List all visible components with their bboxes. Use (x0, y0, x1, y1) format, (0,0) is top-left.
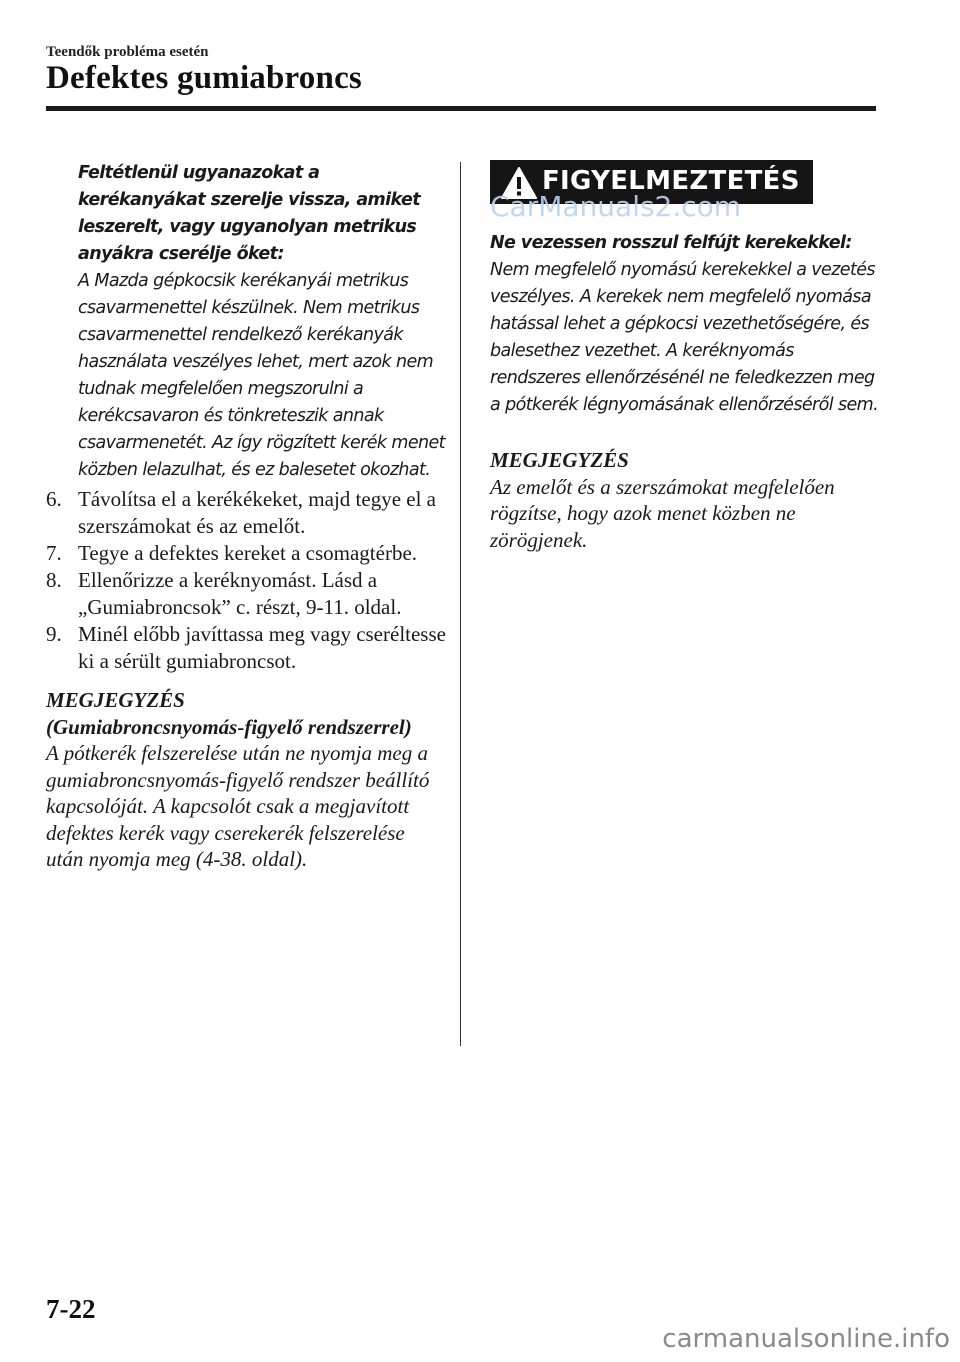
page-number: 7-22 (46, 1294, 96, 1324)
step-text: Minél előbb javíttassa meg vagy cseréltesse ki a sérült gumiabroncsot. (78, 622, 446, 673)
list-item (46, 621, 446, 675)
note-heading: MEGJEGYZÉS (46, 688, 185, 712)
note-subheading: (Gumiabroncsnyomás-figyelő rendszerrel) (46, 714, 412, 739)
left-column (46, 160, 446, 873)
note-block (46, 687, 446, 873)
column-divider (460, 162, 461, 1046)
warning-label: FIGYELMEZTETÉS (542, 166, 800, 196)
watermark-text: CarManuals2.com (490, 190, 742, 223)
step-text: Távolítsa el a kerékékeket, majd tegye el a szerszámokat és az emelőt. (78, 487, 436, 538)
step-list (46, 486, 446, 675)
step-number: 6. (46, 487, 62, 511)
warning-continuation (46, 160, 446, 484)
warning-body: Nem megfelelő nyomású kerekekkel a vezetés veszélyes. A kerekek nem megfelelő nyomása hatással lehet a gépkocsi vezethetőségére, és balesethez vezethet. A keréknyomás rendszeres ellenőrzésénél ne feledkezzen meg a pótkerék légnyomásának ellenőrzéséről sem. (490, 260, 879, 415)
list-item (46, 486, 446, 540)
warning-body: A Mazda gépkocsik kerékanyái metrikus csavarmenettel készülnek. Nem metrikus csavarmenettel rendelkező kerékanyák használata veszélyes lehet, mert azok nem tudnak megfelelően megszorulni a kerékcsavaron és tönkreteszik annak csavarmenetét. Az így rögzített kerék menet közben lelazulhat, és ez balesetet okozhat. (78, 271, 445, 480)
note-body: A pótkerék felszerelése után ne nyomja meg a gumiabroncsnyomás-figyelő rendszer beállító kapcsolóját. A kapcsolót csak a megjavított defektes kerék vagy cserekerék felszerelése után nyomja meg (4-38. oldal). (46, 741, 430, 871)
warning-banner (490, 160, 813, 223)
list-item (46, 540, 446, 567)
step-number: 9. (46, 622, 62, 646)
step-text: Ellenőrizze a keréknyomást. Lásd a „Gumiabroncsok” c. részt, 9-11. oldal. (78, 568, 402, 619)
section-label: Teendők probléma esetén (46, 44, 209, 60)
list-item (46, 567, 446, 621)
warning-heading: Feltétlenül ugyanazokat a kerékanyákat szerelje vissza, amiket leszerelt, vagy ugyanolyan metrikus anyákra cserélje őket: (78, 163, 421, 264)
note-body: Az emelőt és a szerszámokat megfelelően rögzítse, hogy azok menet közben ne zörögjenek. (490, 474, 835, 552)
step-number: 8. (46, 568, 62, 592)
note-block (490, 447, 880, 553)
page-title: Defektes gumiabroncs (46, 60, 362, 96)
header-divider (46, 106, 876, 111)
warning-heading: Ne vezessen rosszul felfújt kerekekkel: (490, 233, 852, 253)
warning-content (490, 230, 880, 419)
right-column (490, 160, 880, 553)
step-number: 7. (46, 541, 62, 565)
step-text: Tegye a defektes kereket a csomagtérbe. (78, 541, 418, 565)
note-heading: MEGJEGYZÉS (490, 448, 629, 472)
footer-watermark: carmanualsonline.info (662, 1324, 950, 1354)
